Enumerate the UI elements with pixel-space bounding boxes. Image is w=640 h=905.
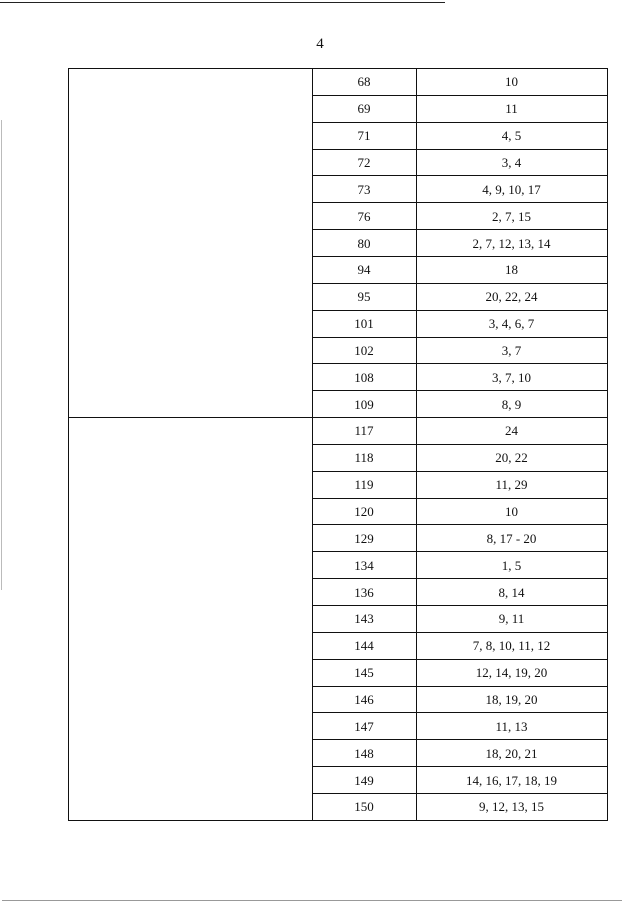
row-number-cell: 69: [357, 101, 371, 117]
table-row-border: [312, 444, 608, 445]
table-group-border: [68, 417, 608, 418]
row-number-cell: 150: [354, 799, 374, 815]
row-number-cell: 143: [354, 611, 374, 627]
row-number-cell: 148: [354, 745, 374, 761]
table-row-border: [312, 605, 608, 606]
row-values-cell: 1, 5: [501, 557, 522, 573]
table-row-border: [312, 202, 608, 203]
table-group-border: [68, 820, 608, 821]
table-row-border: [312, 390, 608, 391]
row-values-cell: 8, 14: [498, 584, 525, 600]
row-values-cell: 10: [505, 504, 518, 520]
row-values-cell: 24: [505, 423, 518, 439]
table-row-border: [312, 551, 608, 552]
table-row-border: [312, 337, 608, 338]
row-number-cell: 119: [354, 477, 374, 493]
row-values-cell: 18, 19, 20: [485, 691, 538, 707]
row-values-cell: 8, 17 - 20: [486, 530, 537, 546]
bottom-rule: [2, 900, 622, 901]
row-number-cell: 71: [357, 128, 371, 144]
row-number-cell: 109: [354, 396, 374, 412]
row-number-cell: 101: [354, 316, 374, 332]
row-values-cell: 11: [505, 101, 518, 117]
row-values-cell: 10: [505, 74, 518, 90]
row-number-cell: 102: [354, 342, 374, 358]
table-row-border: [312, 632, 608, 633]
table-row-border: [312, 310, 608, 311]
table-row-border: [312, 524, 608, 525]
row-number-cell: 136: [354, 584, 374, 600]
row-number-cell: 146: [354, 691, 374, 707]
row-values-cell: 9, 12, 13, 15: [479, 799, 544, 815]
row-values-cell: 14, 16, 17, 18, 19: [466, 772, 557, 788]
row-number-cell: 149: [354, 772, 374, 788]
row-values-cell: 4, 9, 10, 17: [482, 181, 541, 197]
row-number-cell: 76: [357, 208, 371, 224]
row-values-cell: 18, 20, 21: [485, 745, 538, 761]
table-row-border: [312, 578, 608, 579]
row-number-cell: 68: [357, 74, 371, 90]
table-row-border: [312, 712, 608, 713]
row-values-cell: 20, 22: [495, 450, 528, 466]
row-values-cell: 11, 29: [495, 477, 528, 493]
row-values-cell: 2, 7, 15: [492, 208, 531, 224]
row-values-cell: 11, 13: [495, 718, 528, 734]
row-number-cell: 134: [354, 557, 374, 573]
top-rule: [0, 2, 445, 3]
table-row-border: [312, 149, 608, 150]
row-number-cell: 94: [357, 262, 371, 278]
row-values-cell: 8, 9: [501, 396, 522, 412]
table-row-border: [312, 256, 608, 257]
row-values-cell: 9, 11: [498, 611, 525, 627]
row-values-cell: 12, 14, 19, 20: [475, 665, 548, 681]
row-number-cell: 118: [354, 450, 374, 466]
row-number-cell: 95: [357, 289, 371, 305]
table-row-border: [312, 793, 608, 794]
row-values-cell: 4, 5: [501, 128, 522, 144]
table-row-border: [312, 95, 608, 96]
table-row-border: [312, 175, 608, 176]
table-row-border: [312, 686, 608, 687]
row-number-cell: 129: [354, 530, 374, 546]
row-number-cell: 147: [354, 718, 374, 734]
row-number-cell: 144: [354, 638, 374, 654]
row-values-cell: 7, 8, 10, 11, 12: [472, 638, 551, 654]
table-group-border: [68, 68, 608, 69]
row-number-cell: 80: [357, 235, 371, 251]
table-row-border: [312, 739, 608, 740]
row-values-cell: 3, 7: [501, 342, 522, 358]
left-margin-rule: [1, 120, 2, 590]
table-row-border: [312, 471, 608, 472]
row-values-cell: 18: [505, 262, 518, 278]
table-row-border: [312, 498, 608, 499]
row-number-cell: 117: [354, 423, 374, 439]
table-vertical-border: [68, 68, 69, 821]
table-row-border: [312, 363, 608, 364]
table-row-border: [312, 283, 608, 284]
row-values-cell: 3, 4, 6, 7: [488, 316, 535, 332]
table-row-border: [312, 229, 608, 230]
row-number-cell: 108: [354, 369, 374, 385]
row-number-cell: 145: [354, 665, 374, 681]
row-values-cell: 3, 7, 10: [492, 369, 531, 385]
table-row-border: [312, 766, 608, 767]
row-values-cell: 2, 7, 12, 13, 14: [472, 235, 551, 251]
row-values-cell: 20, 22, 24: [485, 289, 538, 305]
row-number-cell: 73: [357, 181, 371, 197]
table-row-border: [312, 122, 608, 123]
row-number-cell: 120: [354, 504, 374, 520]
row-values-cell: 3, 4: [501, 154, 522, 170]
row-number-cell: 72: [357, 154, 371, 170]
page-number: 4: [316, 36, 324, 52]
table-row-border: [312, 659, 608, 660]
